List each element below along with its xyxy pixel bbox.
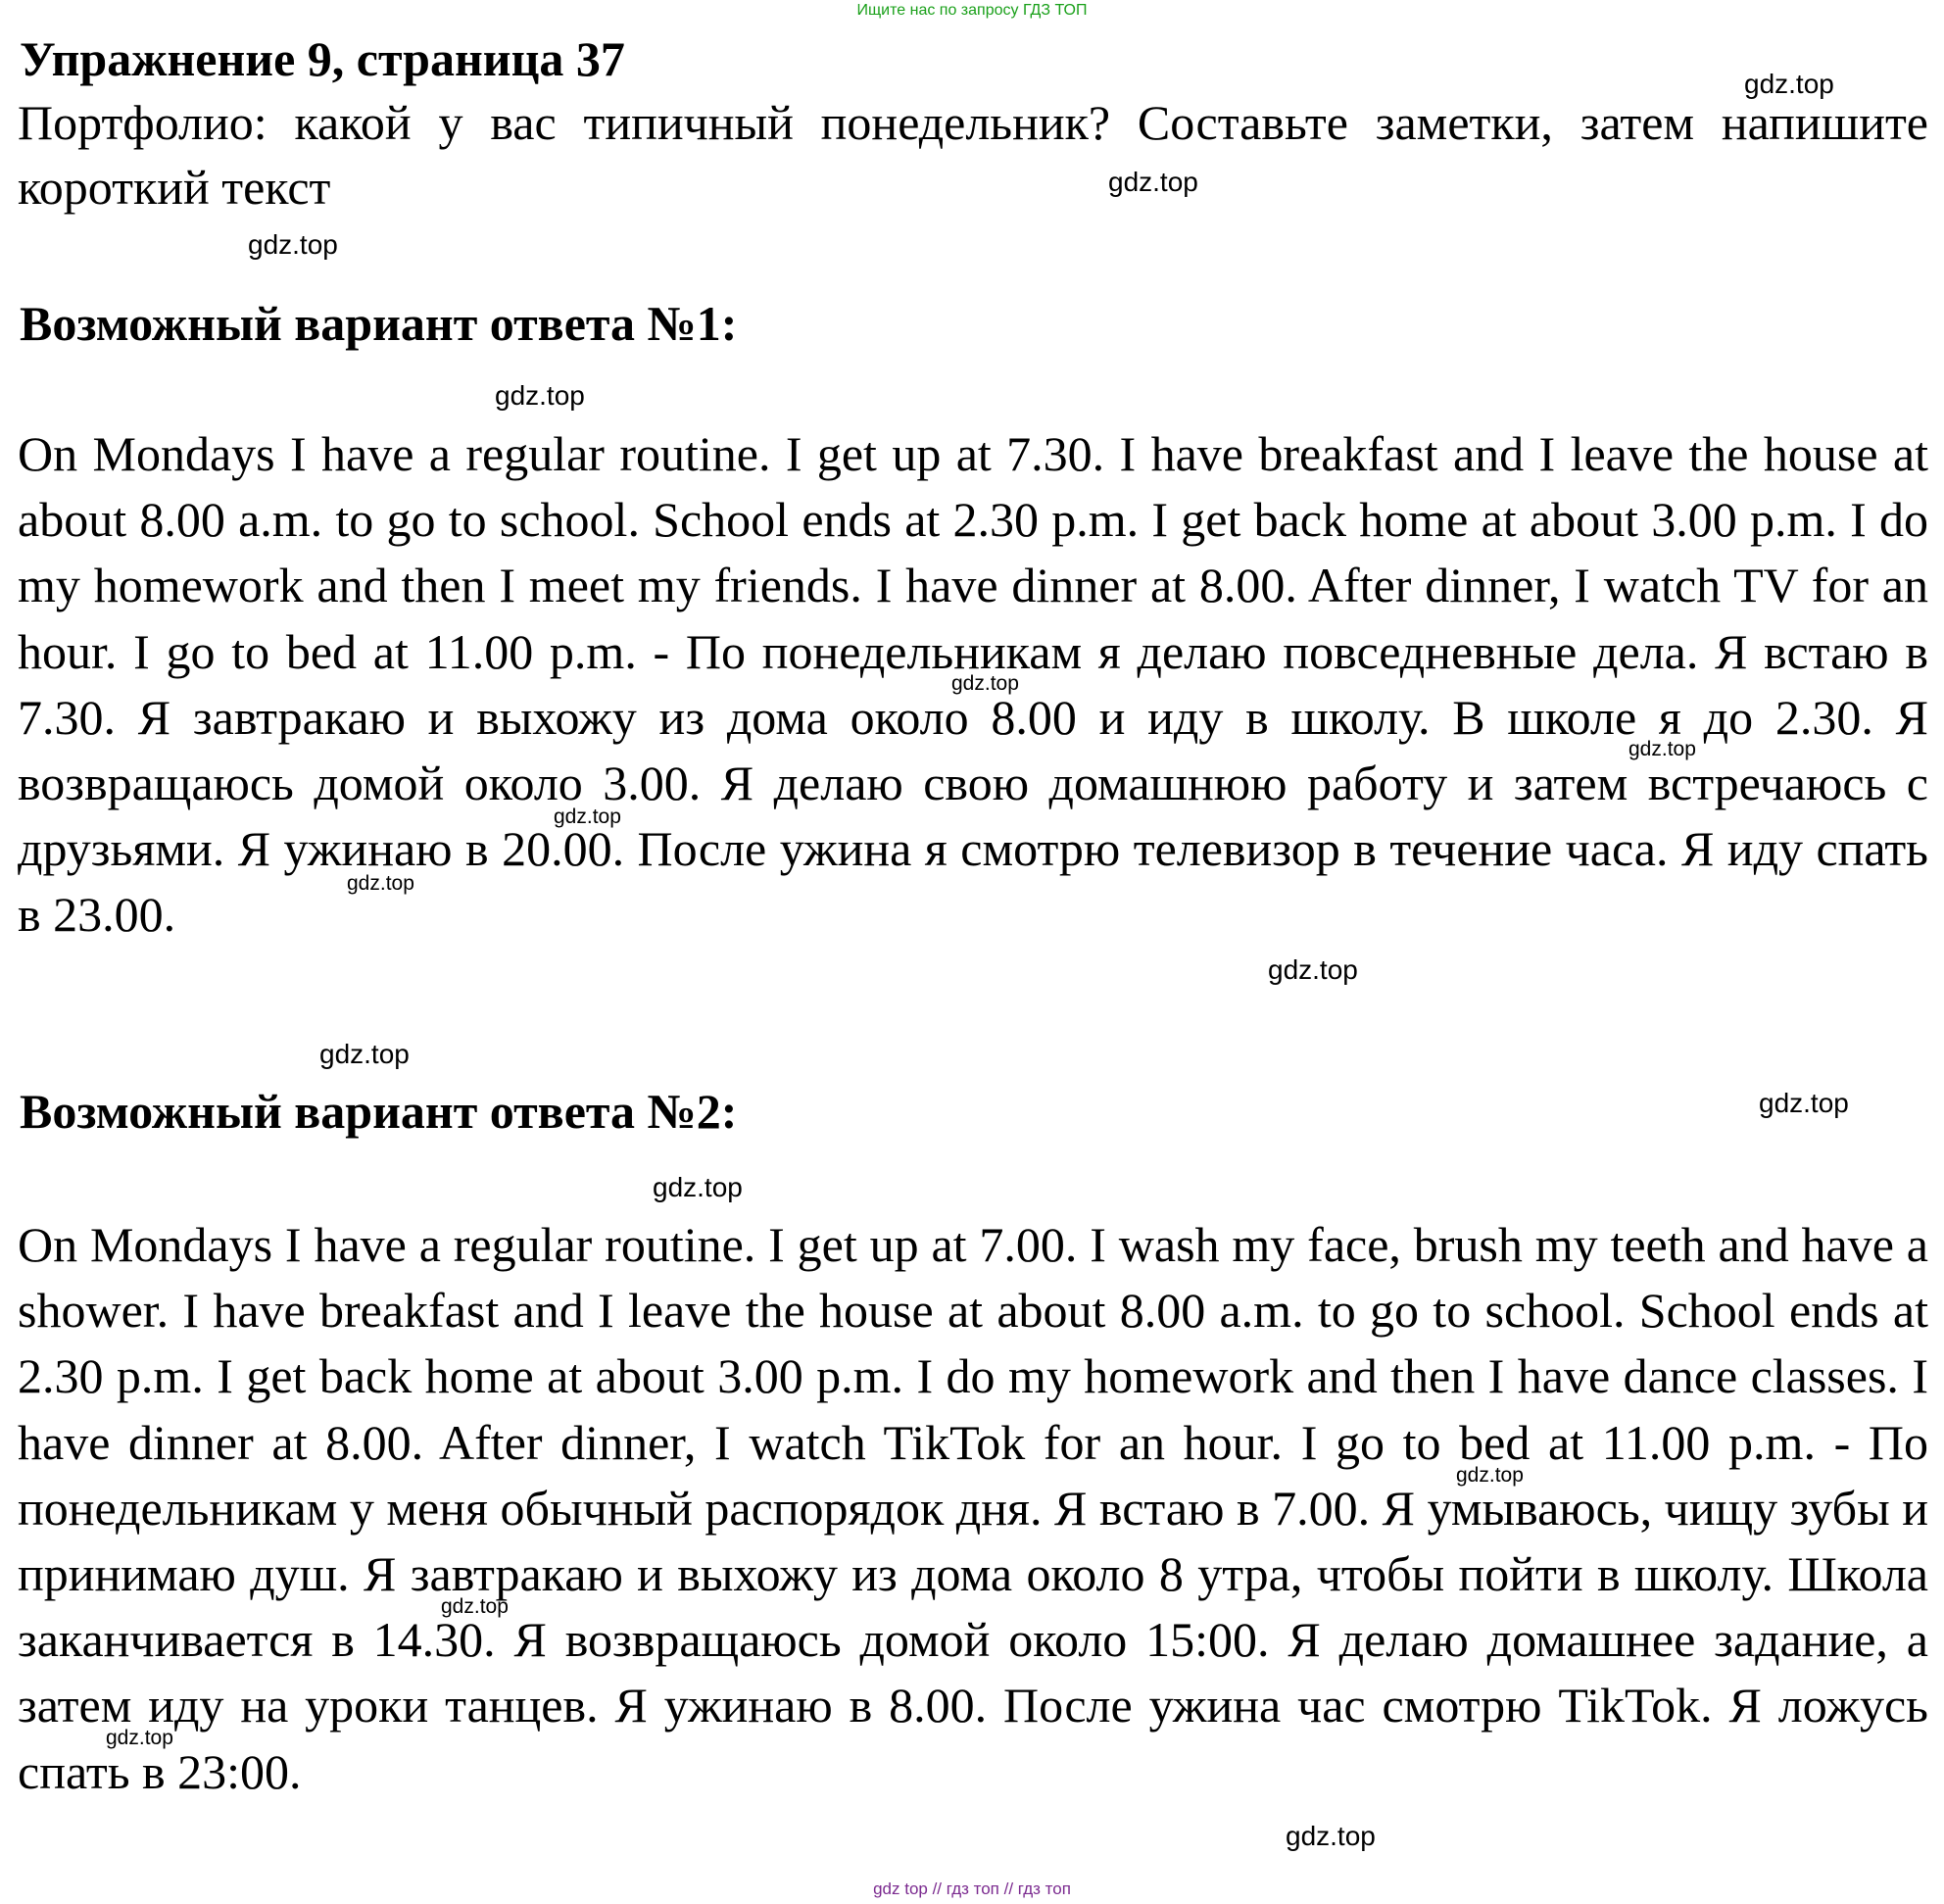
watermark: gdz.top (1286, 1821, 1376, 1851)
answer2-text: On Mondays I have a regular routine. I get up at 7.00. I wash my face, brush my teeth and have a shower. I have breakfast and I leave the house at about 8.00 a.m. to go to school. School ends at 2.30 p.m. I get back home at about 3.00 p.m. I do my homework and then I have dance classes. I have dinner at 8.00. After dinner, I watch TikTok for an hour. I go to bed at 11.00 p.m. - По понедельникам у меня обычный распорядок дня. Я встаю в 7.00. Я умываюсь, чищу зубы и принимаю душ. Я завтракаю и выхожу из дома около 8 утра, чтобы пойти в школу. Школа заканчивается в 14.30. Я возвращаюсь домой около 15:00. Я делаю домашнее задание, а затем иду на уроки танцев. Я ужинаю в 8.00. После ужина час смотрю TikTok. Я ложусь спать в 23:00. (18, 1217, 1928, 1799)
watermark: gdz.top (347, 872, 414, 895)
watermark: gdz.top (951, 672, 1019, 695)
watermark: gdz.top (495, 380, 585, 411)
watermark: gdz.top (441, 1595, 509, 1618)
watermark: gdz.top (1456, 1464, 1524, 1487)
watermark: gdz.top (554, 806, 621, 828)
top-banner-link[interactable]: Ищите нас по запросу ГДЗ ТОП (856, 2, 1088, 19)
task-text: Портфолио: какой у вас типичный понедельник? Составьте заметки, затем напишите короткий текст (18, 95, 1928, 215)
watermark: gdz.top (1108, 167, 1198, 197)
watermark: gdz.top (653, 1172, 743, 1202)
watermark: gdz.top (1268, 954, 1358, 985)
watermark: gdz.top (1628, 738, 1696, 760)
answer1-heading: Возможный вариант ответа №1: (20, 296, 738, 351)
footer-links[interactable]: gdz top // гдз топ // гдз топ (873, 1880, 1071, 1898)
watermark: gdz.top (106, 1727, 173, 1749)
answer2-heading: Возможный вариант ответа №2: (20, 1084, 738, 1139)
watermark: gdz.top (319, 1039, 410, 1069)
watermark: gdz.top (1744, 69, 1834, 99)
watermark: gdz.top (248, 229, 338, 260)
answer1-text: On Mondays I have a regular routine. I get up at 7.30. I have breakfast and I leave the house at about 8.00 a.m. to go to school. School ends at 2.30 p.m. I get back home at about 3.00 p.m. I do my homework and then I meet my friends. I have dinner at 8.00. After dinner, I watch TV for an hour. I go to bed at 11.00 p.m. - По понедельникам я делаю повседневные дела. Я встаю в 7.30. Я завтракаю и выхожу из дома около 8.00 и иду в школу. В школе я до 2.30. Я возвращаюсь домой около 3.00. Я делаю свою домашнюю работу и затем встречаюсь с друзьями. Я ужинаю в 20.00. После ужина я смотрю телевизор в течение часа. Я иду спать в 23.00. (18, 426, 1928, 943)
page-title: Упражнение 9, страница 37 (20, 31, 625, 86)
watermark: gdz.top (1759, 1088, 1849, 1118)
